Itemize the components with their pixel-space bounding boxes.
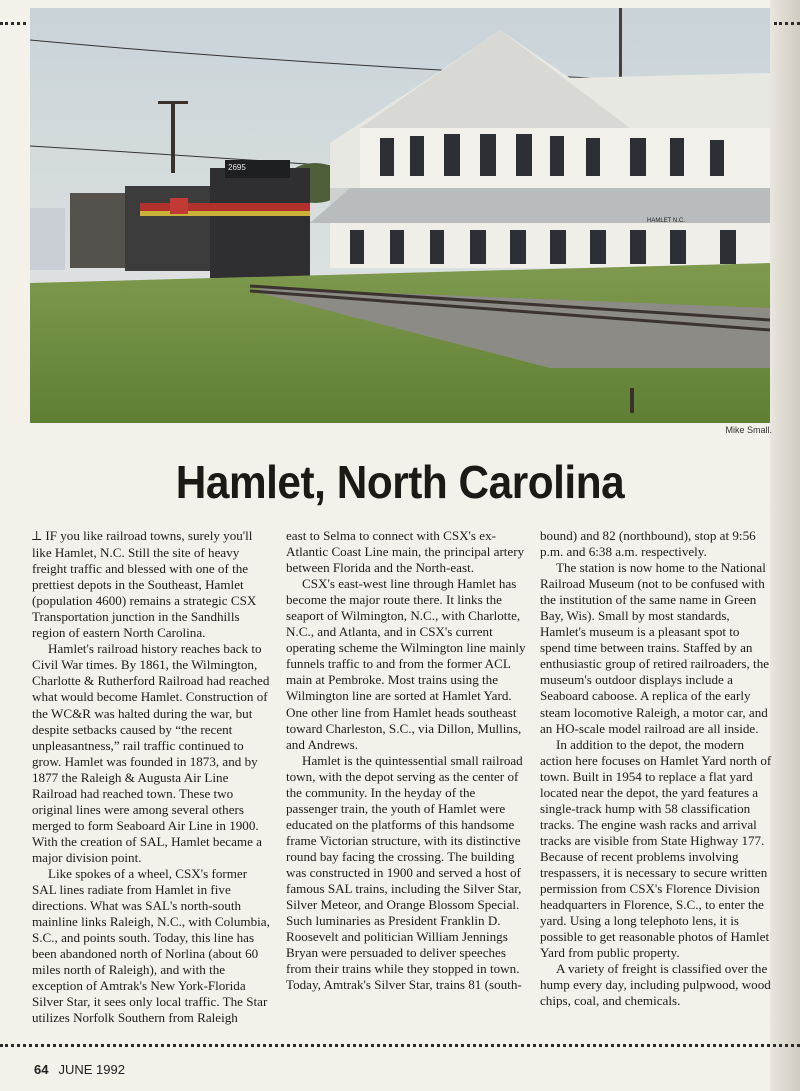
- depot-sign: HAMLET N.C.: [647, 218, 685, 224]
- paragraph: In addition to the depot, the modern action here focuses on Hamlet Yard north of town. Built in 1954 to replace a flat yard located near the depot, the yard features a single-track hump with 58 classification tracks. The engine wash racks and arrival tracks are visible from State Highway 177. Because of recent problems involving trespassers, it is necessary to secure written permission from CSX's Florence Division headquarters in Florence, S.C., to enter the yard. Using a long telephoto lens, it is possible to get reasonable photos of Hamlet Yard from public property.: [540, 736, 772, 961]
- paragraph: Hamlet's railroad history reaches back to Civil War times. By 1861, the Wilmington, Charlotte & Rutherford Railroad had reached what would become Hamlet. Construction of the WC&R was halted during the war, but despite setbacks caused by “the recent unpleasantness,” rail traffic continued to grow. Hamlet was founded in 1873, and by 1877 the Raleigh & Augusta Air Line Railroad had reached town. These two original lines were among several others merged to form Seaboard Air Line in 1900. With the creation of SAL, Hamlet became a major division point.: [32, 641, 270, 865]
- locomotive-number: 2695: [228, 163, 246, 172]
- article-headline: Hamlet, North Carolina: [175, 456, 625, 508]
- text-column-3: [540, 528, 772, 1009]
- section-start-mark: ⟂: [32, 529, 42, 544]
- paragraph: Hamlet is the quintessential small railroad town, with the depot serving as the center of the community. In the heyday of the passenger train, the youth of Hamlet were educated on the platforms of this handsome frame Victorian structure, with its distinctive round bay facing the crossing. The building was constructed in 1900 and served a host of famous SAL trains, including the Silver Star, Silver Meteor, and Orange Blossom Special. Such luminaries as President Franklin D. Roosevelt and politician William Jennings Bryan were persuaded to deliver speeches from their trains while they stopped in town. Today, Amtrak's Silver Star, trains 81 (south-: [286, 752, 523, 993]
- photo-credit: Mike Small.: [725, 425, 772, 435]
- text-column-2: [286, 528, 526, 993]
- crop-mark-right: [774, 22, 800, 25]
- footer-rule: [0, 1044, 800, 1047]
- page-folio: [34, 1062, 125, 1077]
- paragraph: ⟂ IF you like railroad towns, surely you'll like Hamlet, N.C. Still the site of heavy freight traffic and blessed with one of the prettiest depots in the Southeast, Hamlet (population 4600) remains a strategic CSX Transportation junction in the Sandhills region of eastern North Carolina.: [32, 528, 257, 641]
- page-spine-shadow: [770, 0, 800, 1091]
- paragraph: CSX's east-west line through Hamlet has become the major route there. It links the seaport of Wilmington, N.C., with Charlotte, N.C., and Atlanta, and in CSX's current operating scheme the Wilmington line mainly funnels traffic to and from the former ACL main at Pembroke. Most trains using the Wilmington line are sorted at Hamlet Yard. One other line from Hamlet heads southeast toward Charleston, S.C., via Dillon, Mullins, and Andrews.: [286, 576, 526, 752]
- text-column-1: [32, 528, 270, 1026]
- issue-date: JUNE 1992: [58, 1062, 125, 1077]
- paragraph: east to Selma to connect with CSX's ex-Atlantic Coast Line main, the principal artery between Florida and the North-east.: [286, 528, 525, 576]
- paragraph: Like spokes of a wheel, CSX's former SAL lines radiate from Hamlet in five directions. What was SAL's north-south mainline links Raleigh, N.C., with Columbia, S.C., and points south. Today, this line has been abandoned north of Norlina (about 60 miles north of Raleigh), and with the exception of Amtrak's New York-Florida Silver Star, it sees only local traffic. The Star utilizes Norfolk Southern from Raleigh: [32, 865, 270, 1026]
- paragraph: A variety of freight is classified over the hump every day, including pulpwood, wood chips, coal, and chemicals.: [540, 961, 771, 1009]
- crop-mark-left: [0, 22, 26, 25]
- paragraph: The station is now home to the National Railroad Museum (not to be confused with the institution of the same name in Green Bay, Wis). Small by most standards, Hamlet's museum is a pleasant spot to spend time between trains. Staffed by an enthusiastic group of retired railroaders, the museum's outdoor displays include a Seaboard caboose. A replica of the early steam locomotive Raleigh, a motor car, and an HO-scale model railroad are all inside.: [540, 560, 770, 736]
- depot-photo: [30, 8, 770, 423]
- paragraph: bound) and 82 (northbound), stop at 9:56 p.m. and 6:38 a.m. respectively.: [540, 528, 756, 560]
- page-number: 64: [34, 1062, 49, 1077]
